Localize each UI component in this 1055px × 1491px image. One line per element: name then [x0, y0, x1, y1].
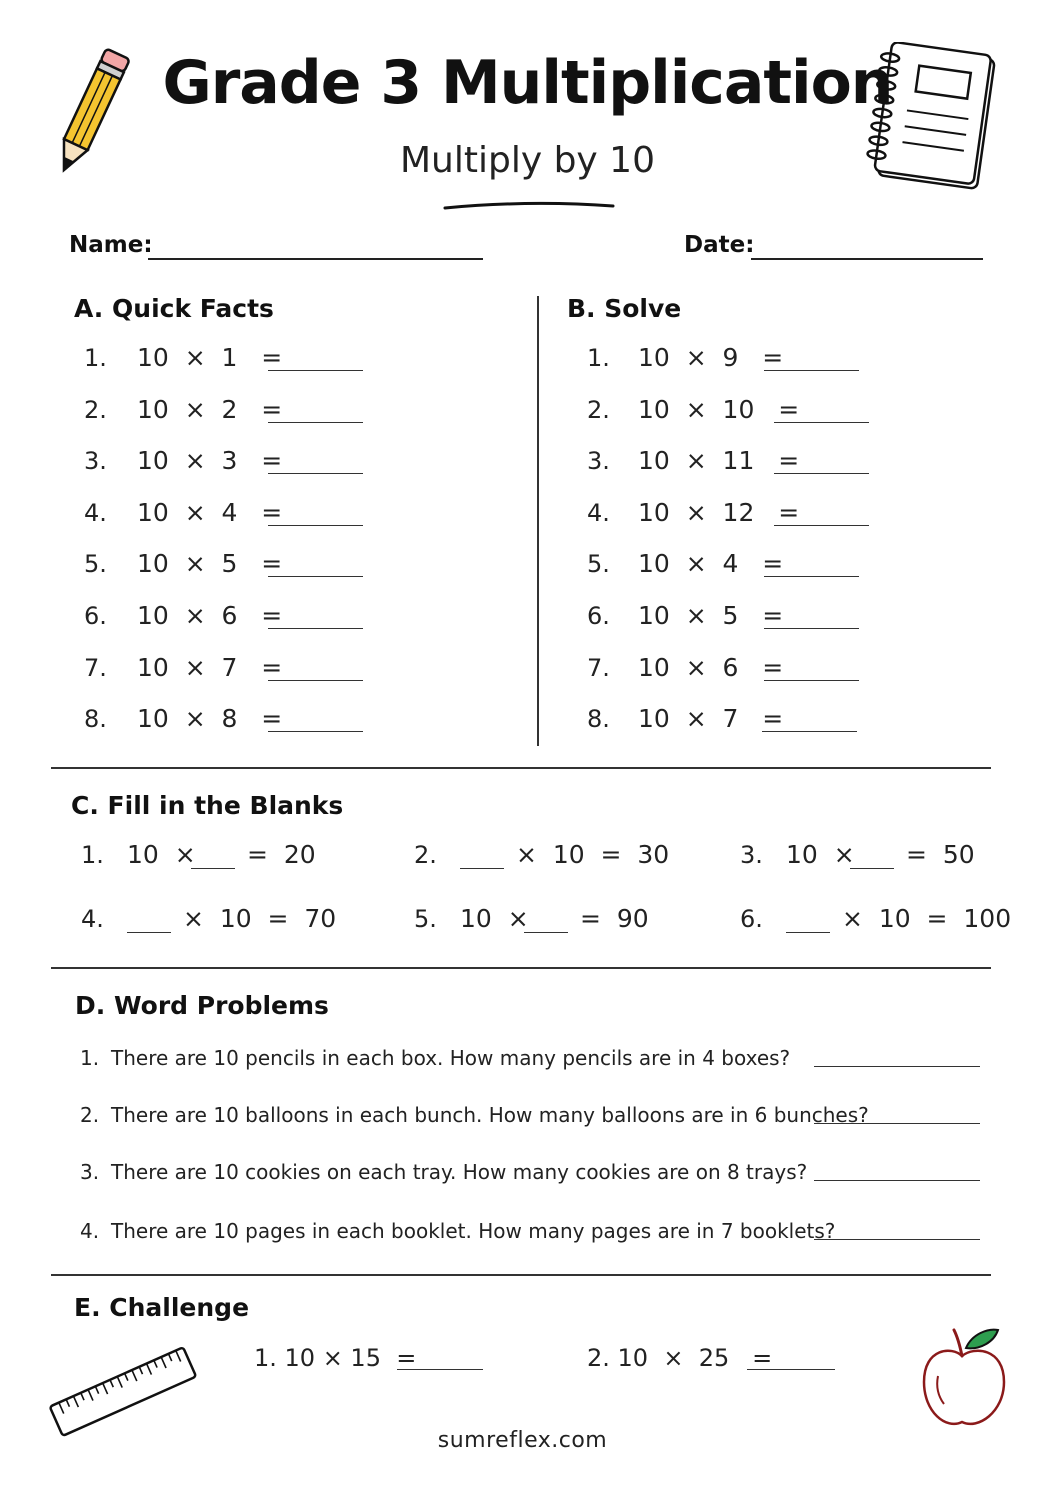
problem-expression: 10 × 6 =: [137, 601, 283, 630]
problem-number: 7.: [587, 653, 610, 682]
answer-blank[interactable]: [814, 1123, 980, 1124]
problem-number: 3.: [587, 447, 610, 476]
problem-number: 6.: [587, 602, 610, 630]
problem-left: 10 ×: [127, 840, 196, 869]
problem-expression: 10 × 12 =: [638, 497, 800, 527]
section-divider: [51, 767, 991, 769]
answer-blank[interactable]: [268, 525, 363, 526]
problem-right: × 10 = 70: [183, 904, 337, 933]
answer-blank[interactable]: [127, 932, 171, 933]
answer-blank[interactable]: [814, 1066, 980, 1067]
site-footer: sumreflex.com: [437, 1428, 608, 1453]
section-divider: [51, 967, 991, 969]
answer-blank[interactable]: [268, 731, 363, 732]
problem-expression: 10 × 5 =: [638, 601, 784, 630]
problem-expression: 10 × 3 =: [137, 446, 283, 476]
problem-number: 2.: [84, 395, 107, 424]
problem-number: 6.: [84, 602, 107, 630]
word-problem-number: 1.: [80, 1046, 100, 1070]
answer-blank[interactable]: [850, 868, 894, 869]
section-a-heading: A. Quick Facts: [74, 294, 274, 323]
section-b-heading: B. Solve: [567, 294, 682, 323]
problem-expression: 10 × 1 =: [137, 343, 283, 372]
word-problem-text: There are 10 balloons in each bunch. How many balloons are in 6 bunches?: [111, 1103, 869, 1127]
problem-expression: 10 × 5 =: [137, 549, 283, 579]
answer-blank[interactable]: [764, 370, 859, 371]
problem-left: 10 ×: [786, 840, 855, 869]
word-problem-text: There are 10 cookies on each tray. How many cookies are on 8 trays?: [111, 1160, 808, 1184]
problem-number: 1.: [84, 344, 107, 372]
problem-number: 8.: [84, 705, 107, 734]
problem-number: 4.: [81, 905, 104, 933]
problem-number: 3.: [84, 447, 107, 476]
section-c-heading: C. Fill in the Blanks: [71, 791, 344, 820]
date-label: Date:: [684, 232, 755, 258]
answer-blank[interactable]: [268, 680, 363, 681]
problem-number: 7.: [84, 653, 107, 682]
column-divider: [537, 296, 539, 746]
word-problem-number: 4.: [80, 1219, 100, 1243]
challenge-problem: 2. 10 × 25 =: [587, 1344, 773, 1372]
answer-blank[interactable]: [268, 628, 363, 629]
section-divider: [51, 1274, 991, 1276]
date-field[interactable]: [751, 258, 983, 260]
problem-number: 4.: [587, 498, 610, 527]
problem-number: 5.: [84, 550, 107, 579]
challenge-problem: 1. 10 × 15 =: [254, 1344, 417, 1372]
problem-expression: 10 × 7 =: [137, 652, 283, 682]
answer-blank[interactable]: [764, 628, 859, 629]
problem-number: 2.: [414, 841, 437, 869]
problem-number: 2.: [587, 395, 610, 424]
answer-blank[interactable]: [268, 473, 363, 474]
word-problem-text: There are 10 pencils in each box. How many pencils are in 4 boxes?: [111, 1046, 791, 1070]
problem-left: 10 ×: [460, 904, 529, 933]
answer-blank[interactable]: [786, 932, 830, 933]
answer-blank[interactable]: [268, 422, 363, 423]
answer-blank[interactable]: [524, 932, 568, 933]
answer-blank[interactable]: [764, 576, 859, 577]
problem-expression: 10 × 4 =: [638, 549, 784, 579]
answer-blank[interactable]: [268, 576, 363, 577]
worksheet-subtitle: Multiply by 10: [399, 140, 655, 181]
worksheet-title: Grade 3 Multiplication: [162, 48, 893, 118]
problem-right: = 20: [247, 840, 316, 869]
section-d-heading: D. Word Problems: [75, 991, 329, 1020]
problem-right: = 90: [580, 904, 649, 933]
problem-number: 1.: [81, 841, 104, 869]
problem-expression: 10 × 11 =: [638, 446, 800, 476]
problem-number: 8.: [587, 705, 610, 734]
section-e-heading: E. Challenge: [74, 1293, 250, 1322]
answer-blank[interactable]: [268, 370, 363, 371]
problem-expression: 10 × 9 =: [638, 343, 784, 372]
answer-blank[interactable]: [460, 868, 504, 869]
answer-blank[interactable]: [774, 525, 869, 526]
problem-expression: 10 × 7 =: [638, 704, 784, 734]
problem-expression: 10 × 2 =: [137, 394, 283, 424]
problem-expression: 10 × 6 =: [638, 652, 784, 682]
answer-blank[interactable]: [774, 473, 869, 474]
answer-blank[interactable]: [814, 1239, 980, 1240]
problem-number: 5.: [587, 550, 610, 579]
problem-number: 4.: [84, 498, 107, 527]
problem-right: × 10 = 100: [842, 904, 1012, 933]
answer-blank[interactable]: [191, 868, 235, 869]
answer-blank[interactable]: [747, 1369, 835, 1370]
name-field[interactable]: [148, 258, 483, 260]
answer-blank[interactable]: [397, 1369, 483, 1370]
word-problem-number: 3.: [80, 1160, 100, 1184]
problem-expression: 10 × 10 =: [638, 394, 800, 424]
answer-blank[interactable]: [764, 680, 859, 681]
problem-number: 6.: [740, 905, 763, 933]
answer-blank[interactable]: [814, 1180, 980, 1181]
word-problem-text: There are 10 pages in each booklet. How many pages are in 7 booklets?: [111, 1219, 836, 1243]
apple-icon: [916, 1326, 1014, 1434]
name-label: Name:: [69, 232, 153, 258]
problem-right: = 50: [906, 840, 975, 869]
answer-blank[interactable]: [774, 422, 869, 423]
problem-number: 1.: [587, 344, 610, 372]
subtitle-underline: [443, 200, 615, 212]
problem-number: 5.: [414, 905, 437, 933]
problem-number: 3.: [740, 841, 763, 869]
problem-expression: 10 × 4 =: [137, 497, 283, 527]
problem-expression: 10 × 8 =: [137, 704, 283, 734]
problem-right: × 10 = 30: [516, 840, 670, 869]
answer-blank[interactable]: [762, 731, 857, 732]
word-problem-number: 2.: [80, 1103, 100, 1127]
